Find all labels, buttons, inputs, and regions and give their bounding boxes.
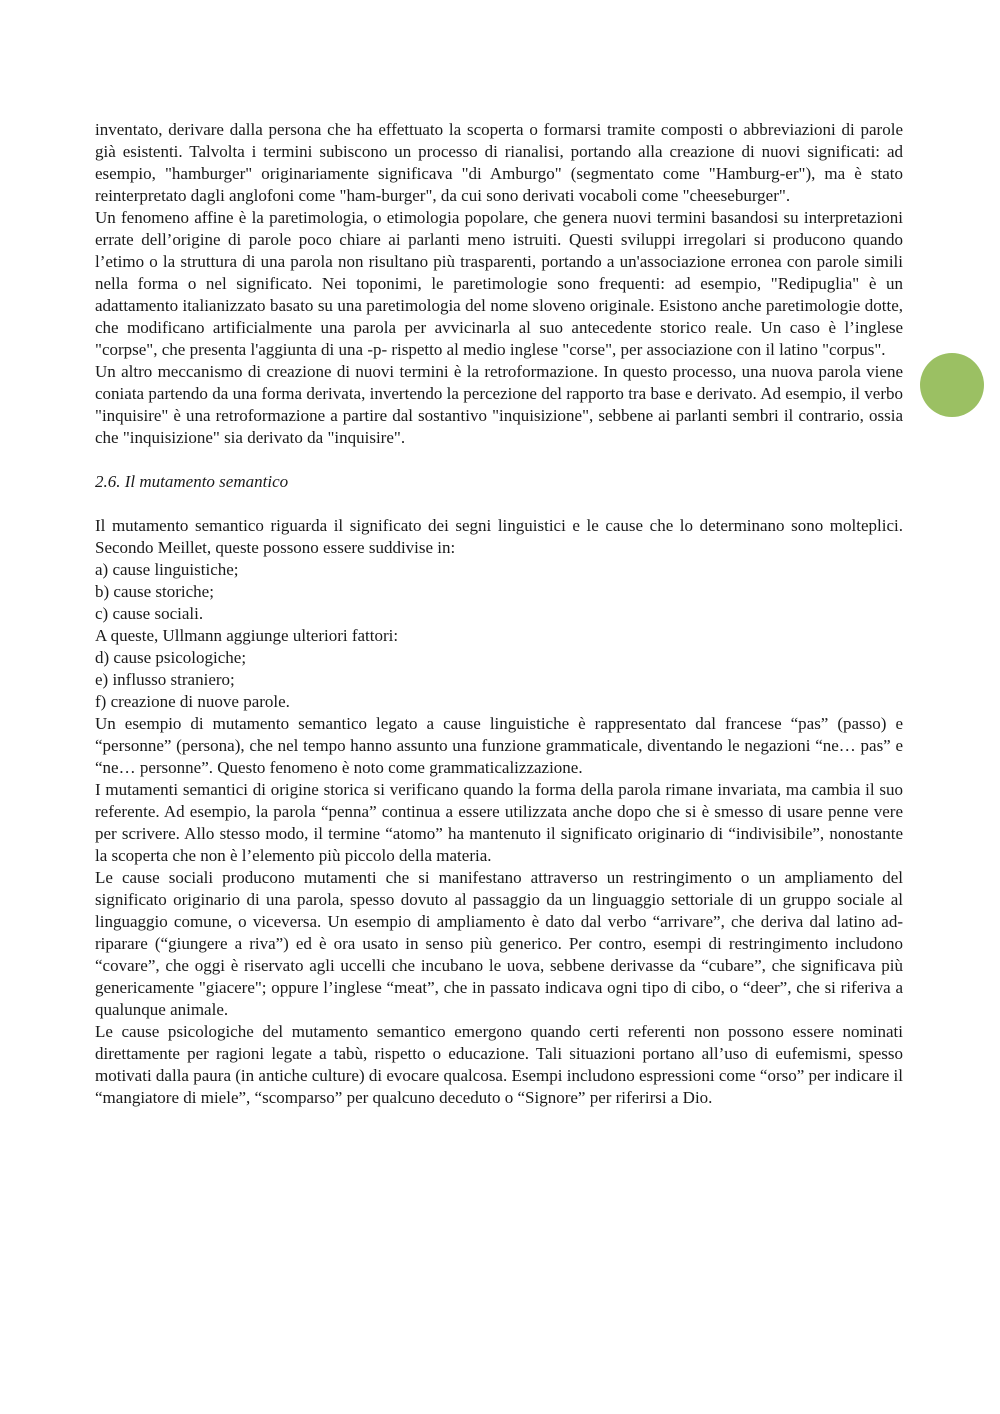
paragraph-cause-psicologiche: Le cause psicologiche del mutamento semantico emergono quando certi referenti non possono essere nominati direttamente per ragioni legate a tabù, rispetto o educazione. Tali situazioni portano all’uso di eufemismi, spesso motivati dalla paura (in antiche culture) di evocare qualcosa. Esempi includono espressioni come “orso” per indicare il “mangiatore di miele”, “scomparso” per qualcuno deceduto o “Signore” per riferirsi a Dio.: [95, 1022, 903, 1107]
list-item: b) cause storiche;: [95, 582, 214, 601]
list-item: f) creazione di nuove parole.: [95, 692, 290, 711]
document-body: [95, 119, 903, 1109]
paragraph-intro: Il mutamento semantico riguarda il significato dei segni linguistici e le cause che lo determinano sono molteplici. Secondo Meillet, queste possono essere suddivise in:: [95, 516, 903, 557]
list-item: d) cause psicologiche;: [95, 648, 247, 667]
paragraph-cause-storiche: I mutamenti semantici di origine storica si verificano quando la forma della parola rimane invariata, ma cambia il suo referente. Ad esempio, la parola “penna” continua a essere utilizzata anche dopo che si è smesso di usare penne vere per scrivere. Allo stesso modo, il termine “atomo” ha mantenuto il significato originario di “indivisibile”, nonostante la scoperta che non è l’elemento più piccolo della materia.: [95, 780, 903, 865]
paragraph-paretimologia: Un fenomeno affine è la paretimologia, o etimologia popolare, che genera nuovi termini basandosi su interpretazioni errate dell’origine di parole poco chiare ai parlanti meno istruiti. Questi sviluppi irregolari si producono quando l’etimo o la struttura di una parola non risultano più trasparenti, portando a un'associazione erronea con parole simili nella forma o nel significato. Nei toponimi, le paretimologie sono frequenti: ad esempio, "Redipuglia" è un adattamento italianizzato basato su una paretimologia del nome sloveno originale. Esistono anche paretimologie dotte, che modificano artificialmente una parola per avvicinarla al suo antecedente storico reale. Un caso è l’inglese "corpse", che presenta l'aggiunta di una -p- rispetto al medio inglese "corse", per associazione con il latino "corpus".: [95, 208, 903, 359]
paragraph-neologisms: inventato, derivare dalla persona che ha effettuato la scoperta o formarsi tramite composti o abbreviazioni di parole già esistenti. Talvolta i termini subiscono un processo di rianalisi, portando alla creazione di nuovi significati: ad esempio, "hamburger" originariamente significava "di Amburgo" (segmentato come "Hamburg-er"), ma è stato reinterpretato dagli anglofoni come "ham-burger", da cui sono derivati vocaboli come "cheeseburger".: [95, 120, 903, 205]
list-item: c) cause sociali.: [95, 604, 204, 623]
paragraph-cause-linguistiche: Un esempio di mutamento semantico legato a cause linguistiche è rappresentato dal francese “pas” (passo) e “personne” (persona), che nel tempo hanno assunto una funzione grammaticale, diventando le negazioni “ne… pas” e “ne… personne”. Questo fenomeno è noto come grammaticalizzazione.: [95, 714, 903, 777]
list-item: a) cause linguistiche;: [95, 560, 239, 579]
paragraph-cause-sociali: Le cause sociali producono mutamenti che si manifestano attraverso un restringimento o un ampliamento del significato originario di una parola, spesso dovuto al passaggio da un linguaggio settoriale di un gruppo sociale al linguaggio comune, o viceversa. Un esempio di ampliamento è dato dal verbo “arrivare”, che deriva dal latino ad-riparare (“giungere a riva”) ed è ora usato in senso più generico. Per contro, esempi di restringimento includono “covare”, che oggi è riservato agli uccelli che incubano le uova, sebbene derivasse da “cubare”, che significava più genericamente "giacere"; oppure l’inglese “meat”, che in passato indicava ogni tipo di cibo, o “deer”, che si riferiva a qualunque animale.: [95, 868, 903, 1019]
section-heading: 2.6. Il mutamento semantico: [95, 472, 289, 491]
list-item: e) influsso straniero;: [95, 670, 235, 689]
decorative-circle: [920, 353, 984, 417]
ullmann-intro: A queste, Ullmann aggiunge ulteriori fattori:: [95, 626, 399, 645]
paragraph-retroformazione: Un altro meccanismo di creazione di nuovi termini è la retroformazione. In questo processo, una nuova parola viene coniata partendo da una forma derivata, invertendo la percezione del rapporto tra base e derivato. Ad esempio, il verbo "inquisire" è una retroformazione a partire dal sostantivo "inquisizione", sebbene ai parlanti sembri il contrario, ossia che "inquisizione" sia derivato da "inquisire".: [95, 362, 903, 447]
